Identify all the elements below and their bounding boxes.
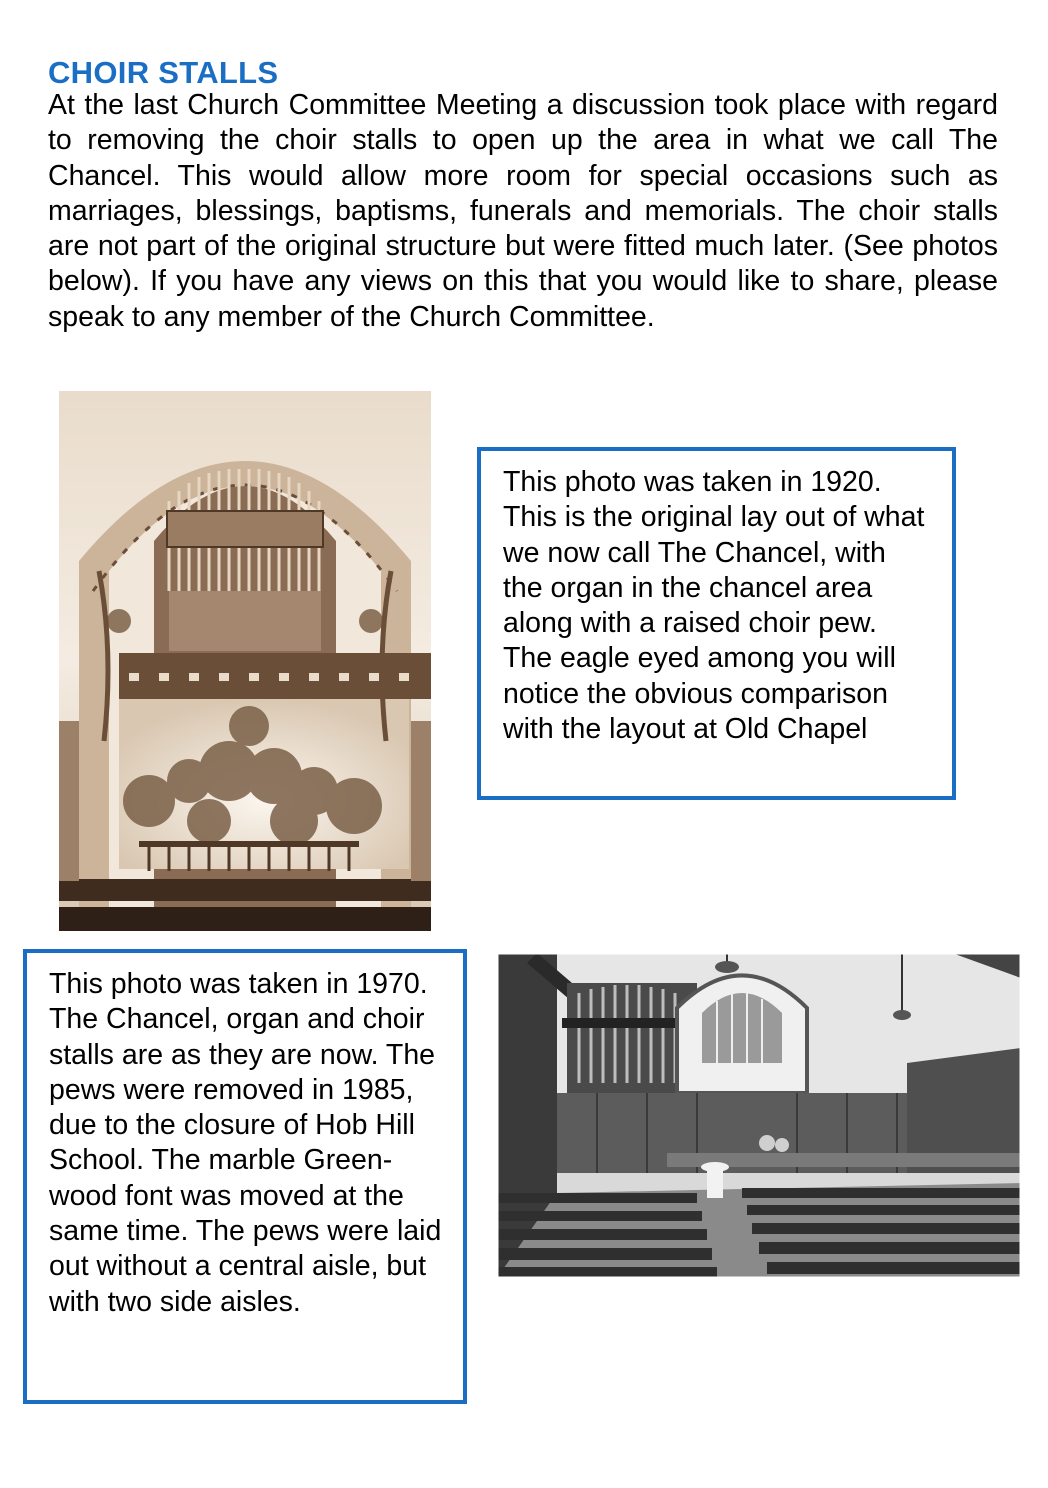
- caption-1970-text: This photo was taken in 1970. The Chancel, organ and choir stalls are as they are now. The pews were removed in 1985, due to the closure of Hob Hill School. The marble Green-wood font was moved at the same time. The pews were laid out without a central aisle, but with two side aisles.: [49, 968, 442, 1318]
- intro-paragraph: At the last Church Committee Meeting a discussion took place with regard to removing the choir stalls to open up the area in what we call The Chancel. This would allow more room for special occasions such as marriages, blessings, baptisms, funerals and memorials. The choir stalls are not part of the original structure but were fitted much later. (See photos below). If you have any views on this that you would like to share, please speak to any member of the Church Committee.: [48, 89, 998, 333]
- caption-box-1920: [477, 447, 956, 800]
- caption-box-1970: [23, 949, 467, 1404]
- chancel-photo-1920: [59, 391, 431, 931]
- chancel-1970-illustration: [497, 953, 1021, 1278]
- chancel-1920-illustration: [59, 391, 431, 931]
- chancel-photo-1970: [497, 953, 1021, 1278]
- caption-1920-text: This photo was taken in 1920. This is the original lay out of what we now call The Chancel, with the organ in the chancel area along with a raised choir pew. The eagle eyed among you will notice the obvious comparison with the layout at Old Chapel: [503, 466, 925, 746]
- page-title: CHOIR STALLS: [48, 54, 279, 90]
